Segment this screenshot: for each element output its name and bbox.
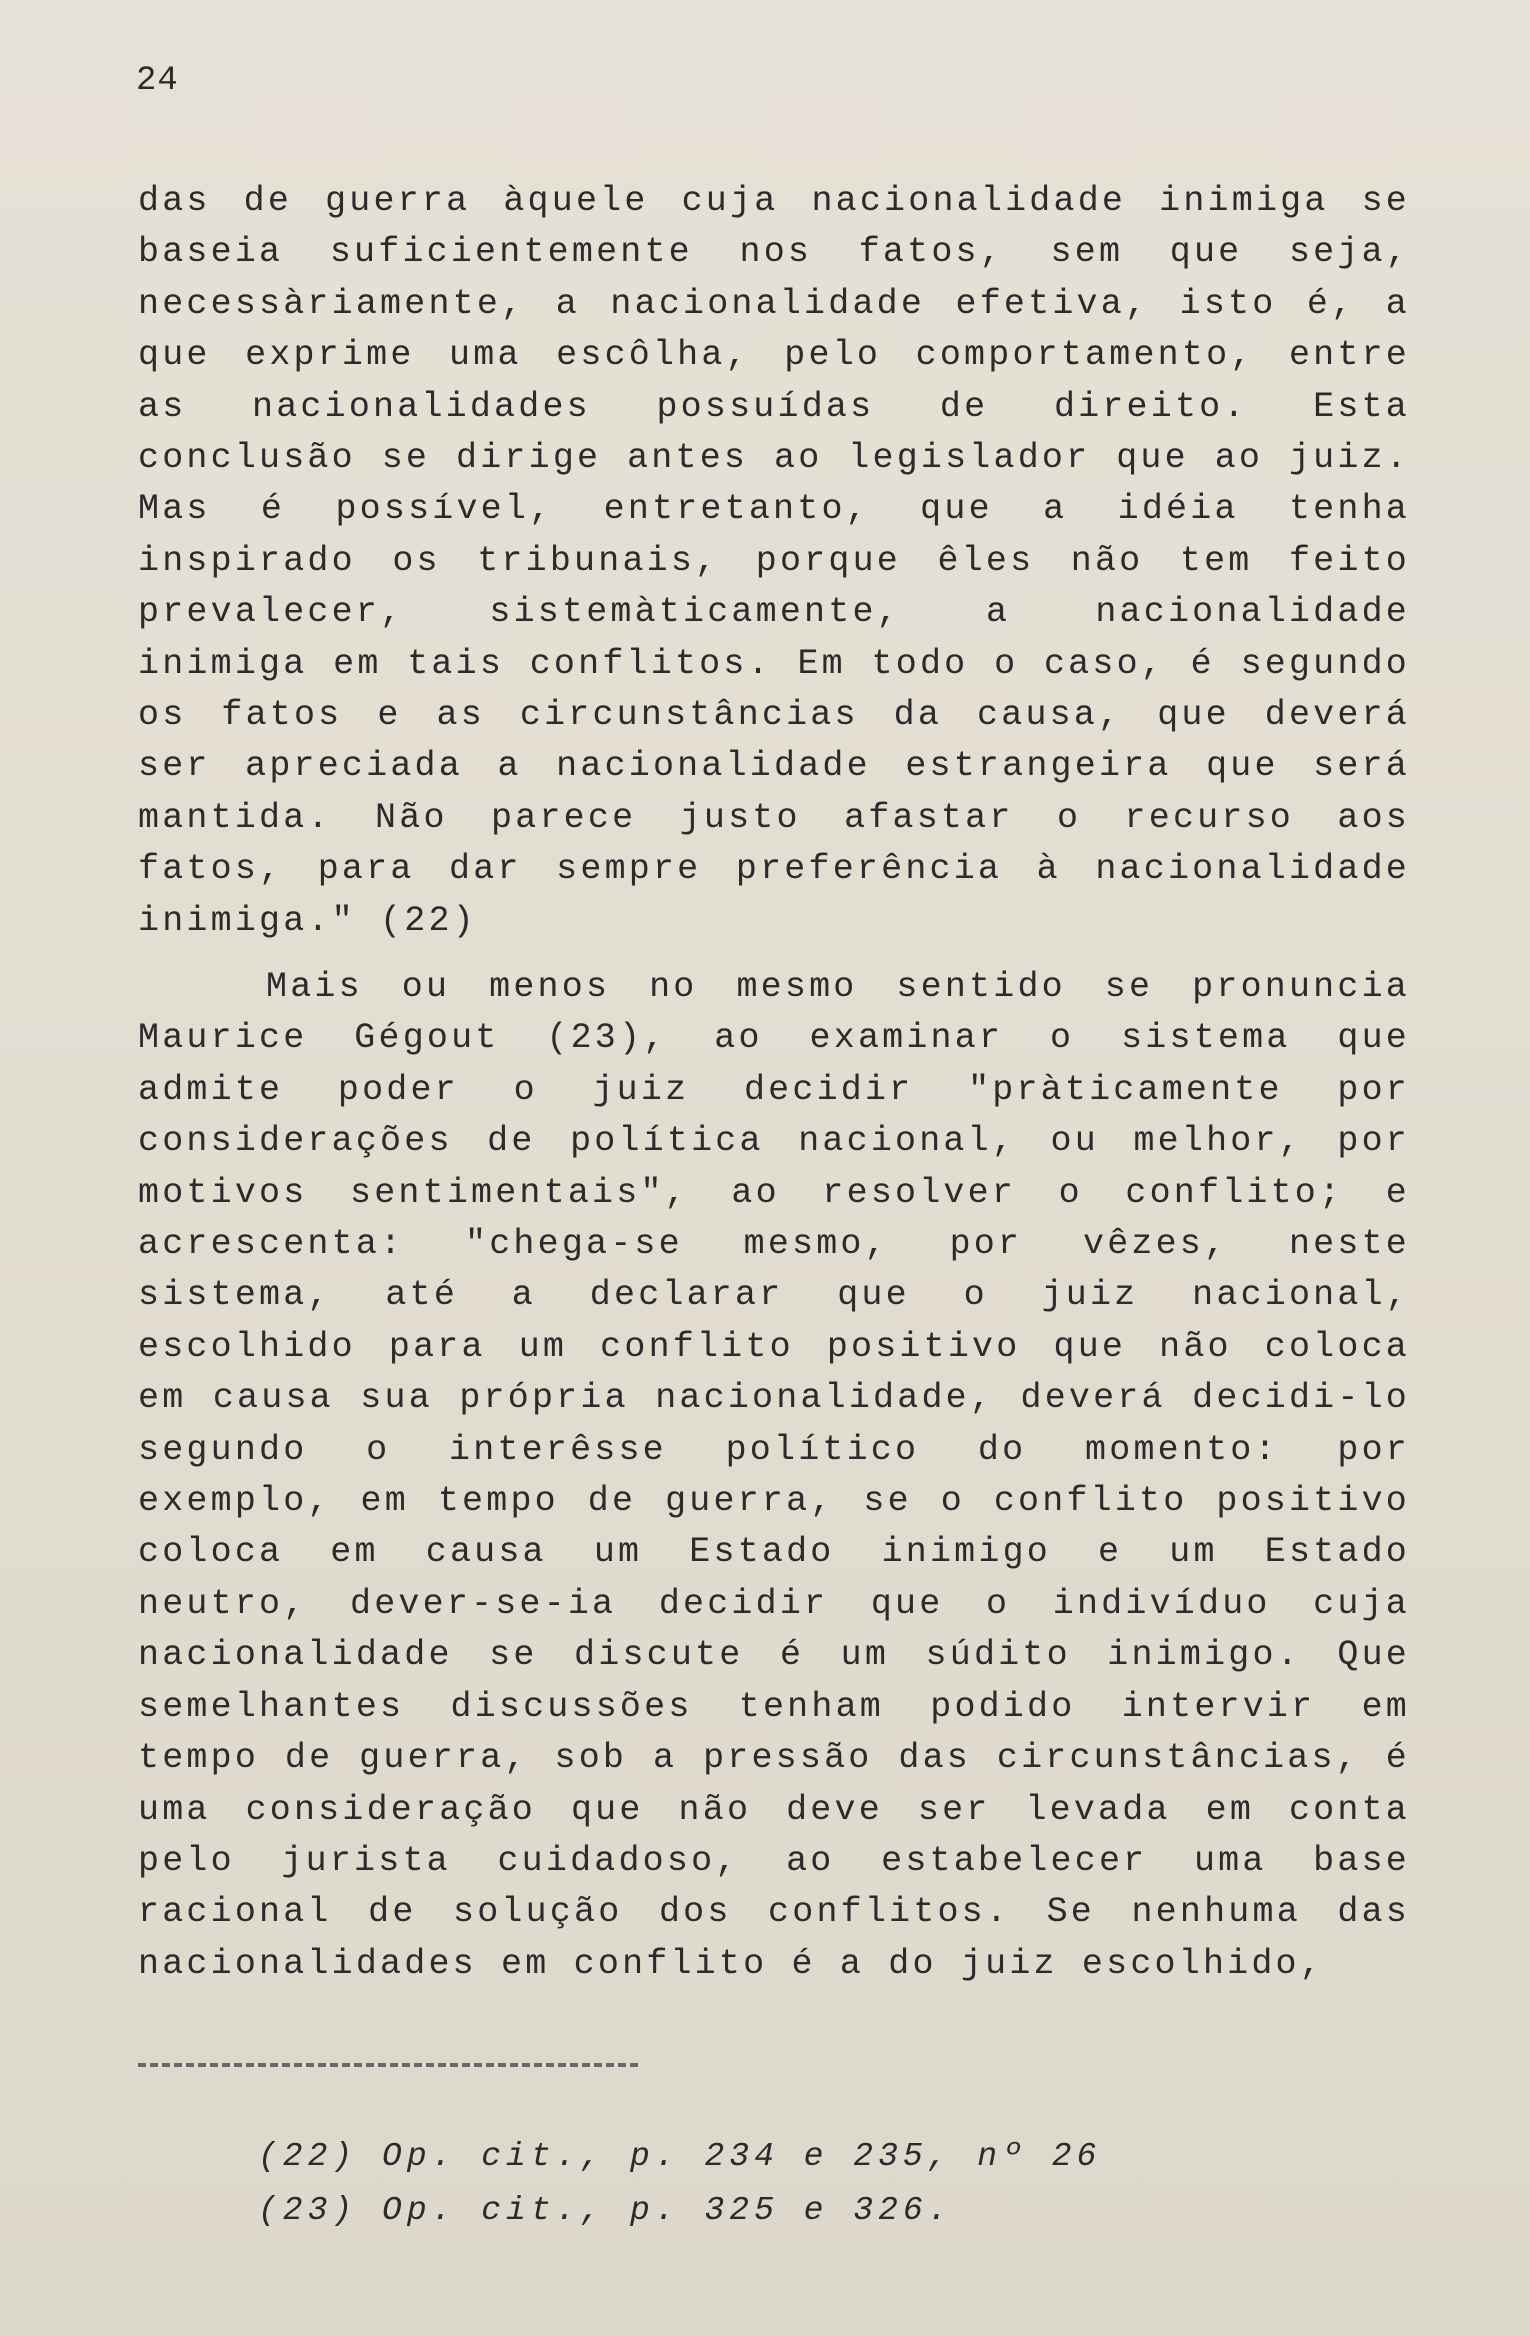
body-paragraph-2: Mais ou menos no mesmo sentido se pronuncia Maurice Gégout (23), ao examinar o sistema que admite poder o juiz decidir "pràticamente por considerações de política nacional, ou melhor, por motivos sentimentais", ao resolver o conflito; e acrescenta: "chega-se mesmo, por vêzes, neste sistema, até a declarar que o juiz nacional, escolhido para um conflito positivo que não coloca em causa sua própria nacionalidade, deverá decidi-lo segundo o interêsse político do momento: por exemplo, em tempo de guerra, se o conflito positivo coloca em causa um Estado inimigo e um Estado neutro, dever-se-ia decidir que o indivíduo cuja nacionalidade se discute é um súdito inimigo. Que semelhantes discussões tenham podido intervir em tempo de guerra, sob a pressão das circunstâncias, é uma consideração que não deve ser levada em conta pelo jurista cuidadoso, ao estabelecer uma base racional de solução dos conflitos. Se nenhuma das nacionalidades em conflito é a do juiz escolhido, — [138, 967, 1410, 1984]
footnote-22: (22) Op. cit., p. 234 e 235, nº 26 — [258, 2138, 1102, 2175]
page-number: 24 — [136, 62, 179, 100]
footnote-23: (23) Op. cit., p. 325 e 326. — [258, 2192, 953, 2229]
footnotes — [258, 2130, 1258, 2238]
footnote-separator — [138, 2063, 638, 2067]
body-paragraph-1: das de guerra àquele cuja nacionalidade inimiga se baseia suficientemente nos fatos, sem que seja, necessàriamente, a nacionalidade efetiva, isto é, a que exprime uma escôlha, pelo comportamento, entre as nacionalidades possuídas de direito. Esta conclusão se dirige antes ao legislador que ao juiz. Mas é possível, entretanto, que a idéia tenha inspirado os tribunais, porque êles não tem feito prevalecer, sistemàticamente, a nacionalidade inimiga em tais conflitos. Em todo o caso, é segundo os fatos e as circunstâncias da causa, que deverá ser apreciada a nacionalidade estrangeira que será mantida. Não parece justo afastar o recurso aos fatos, para dar sempre preferência à nacionalidade inimiga." (22) — [138, 181, 1410, 941]
